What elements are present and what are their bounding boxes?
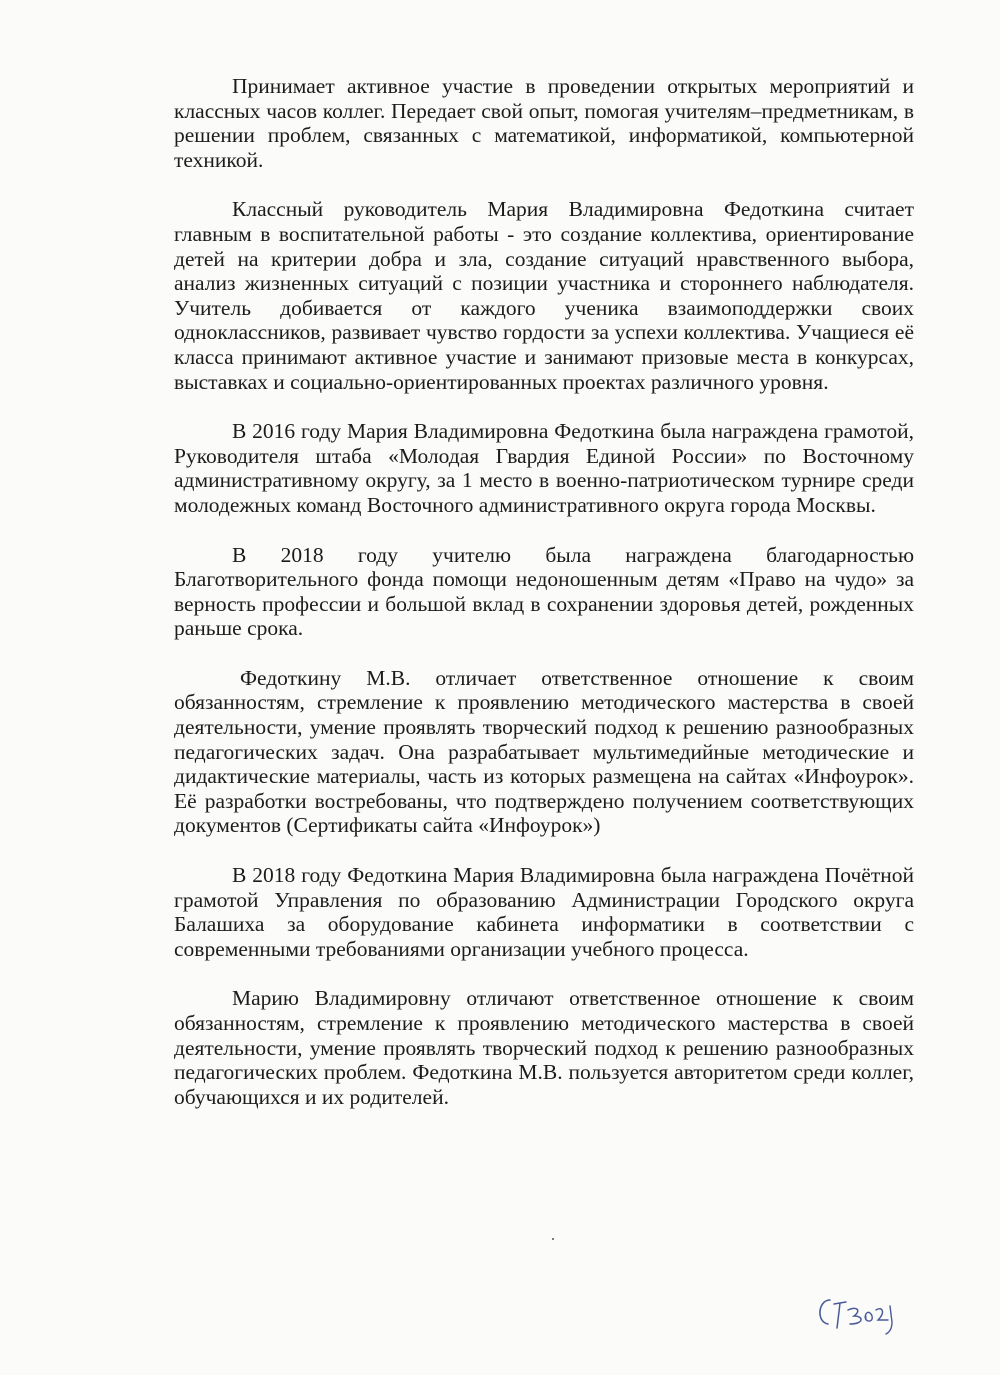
handwritten-signature: [812, 1288, 902, 1338]
paragraph-gratitude-2018: В 2018 году учителю была награждена благодарностью Благотворительного фонда помощи недоношенным детям «Право на чудо» за верность профессии и большой вклад в сохранении здоровья детей, рожденных раньше срока.: [174, 542, 914, 641]
document-body: [174, 74, 914, 1134]
paragraph-methodical-work: Федоткину М.В. отличает ответственное отношение к своим обязанностям, стремление к проявлению методического мастерства в своей деятельности, умение проявлять творческий подход к решению разнообразных педагогических задач. Она разрабатывает мультимедийные методические и дидактические материалы, часть из которых размещена на сайтах «Инфоурок». Её разработки востребованы, что подтверждено получением соответствующих документов (Сертификаты сайта «Инфоурок»): [174, 665, 914, 838]
paragraph-conclusion: Марию Владимировну отличают ответственное отношение к своим обязанностям, стремление к проявлению методического мастерства в своей деятельности, умение проявлять творческий подход к решению разнообразных педагогических проблем. Федоткина М.В. пользуется авторитетом среди коллег, обучающихся и их родителей.: [174, 986, 914, 1109]
paragraph-award-2016: В 2016 году Мария Владимировна Федоткина была награждена грамотой, Руководителя штаба «Молодая Гвардия Единой России» по Восточному административному округу, за 1 место в военно-патриотическом турнире среди молодежных команд Восточного административного округа города Москвы.: [174, 419, 914, 517]
paragraph-class-teacher: Классный руководитель Мария Владимировна Федоткина считает главным в воспитательной работы - это создание коллектива, ориентирование детей на критерии добра и зла, создание ситуаций нравственного выбора, анализ жизненных ситуаций с позиции участника и стороннего наблюдателя. Учитель добивается от каждого ученика взаимоподдержки своих одноклассников, развивает чувство гордости за успехи коллектива. Учащиеся её класса принимают активное участие и занимают призовые места в конкурсах, выставках и социально-ориентированных проектах различного уровня.: [174, 197, 914, 394]
paragraph-open-events: Принимает активное участие в проведении открытых мероприятий и классных часов коллег. Передает свой опыт, помогая учителям–предметникам, в решении проблем, связанных с математикой, информатикой, компьютерной техникой.: [174, 74, 914, 172]
scan-speck: [552, 1238, 554, 1240]
paragraph-honor-diploma-2018: В 2018 году Федоткина Мария Владимировна была награждена Почётной грамотой Управления по образованию Администрации Городского округа Балашиха за оборудование кабинета информатики в соответствии с современными требованиями организации учебного процесса.: [174, 863, 914, 961]
